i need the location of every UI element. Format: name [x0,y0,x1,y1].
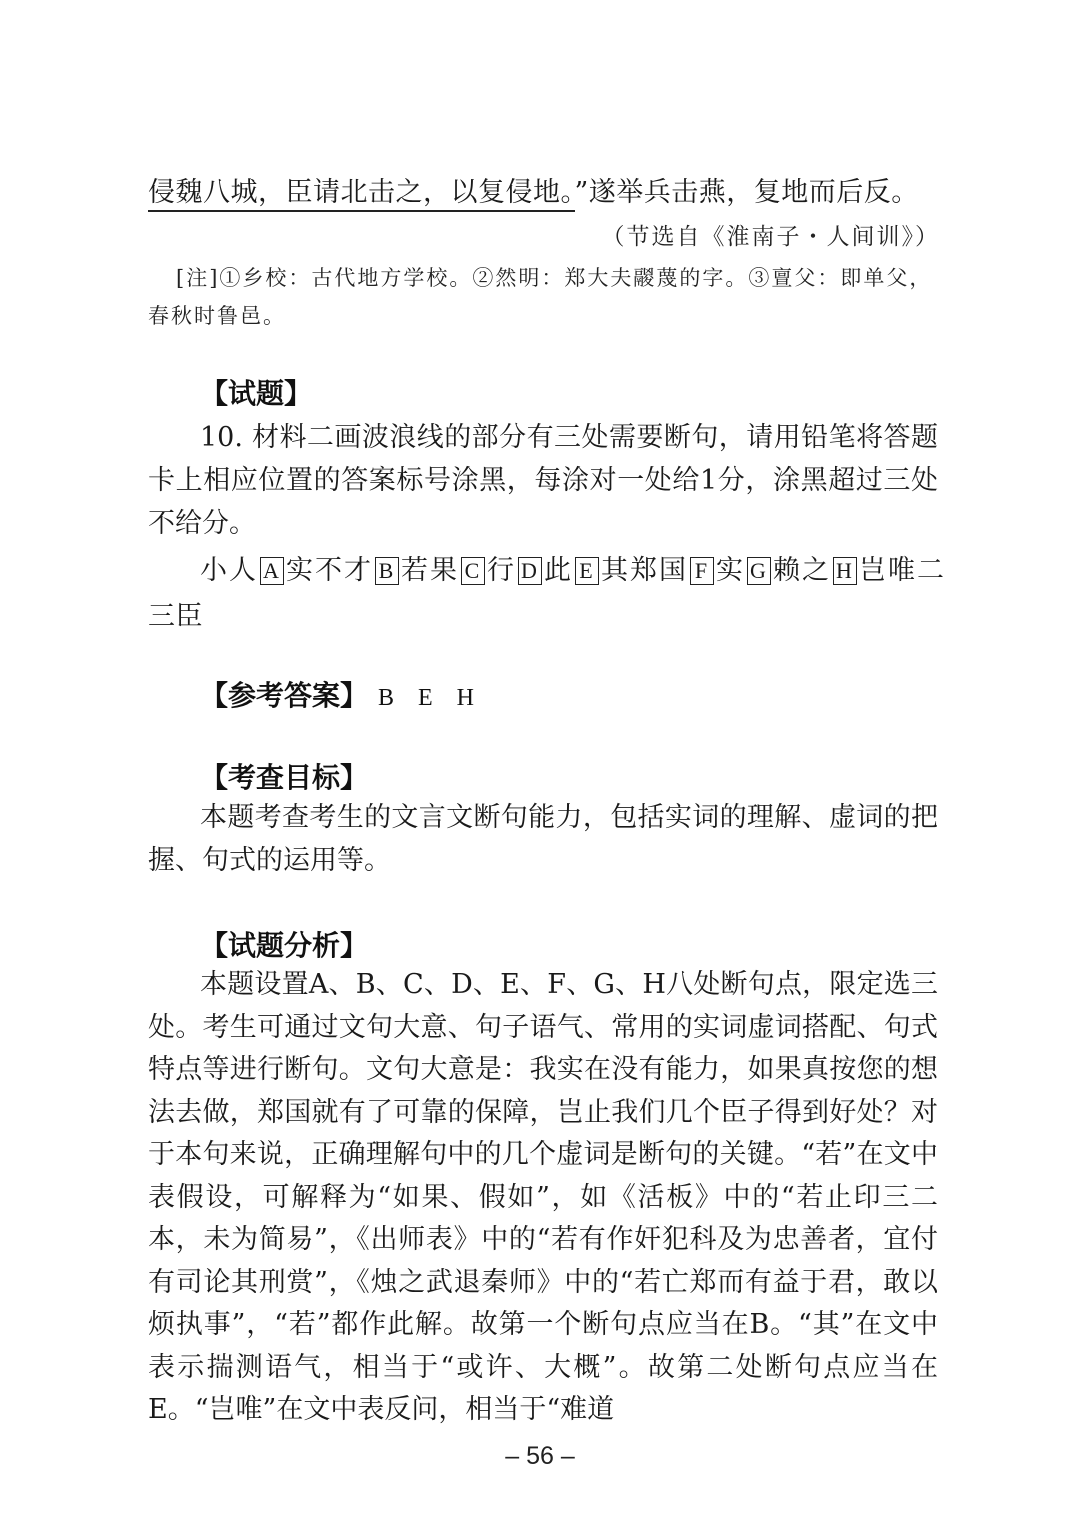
segment-2: 若果 [401,555,459,586]
analysis-heading: 【试题分析】 [200,929,369,962]
source-citation: （节选自《淮南子・人间训》） [601,224,940,250]
punctuation-sentence-tail: 三臣 [148,601,203,632]
reference-answer [200,674,474,714]
note-line-2: 春秋时鲁邑。 [148,304,286,328]
segment-1: 实不才 [286,555,373,586]
punctuation-sentence [200,548,946,587]
break-mark-g: G [747,557,771,585]
segment-4: 此 [544,555,573,586]
objective-heading: 【考查目标】 [200,761,369,794]
segment-7: 赖之 [773,555,831,586]
segment-0: 小人 [200,555,258,586]
break-mark-b: B [375,557,399,585]
passage-line-1-rest: ”遂举兵击燕，复地而后反。 [574,177,919,208]
segment-3: 行 [487,555,516,586]
answer-letters: B E H [378,685,475,711]
break-mark-e: E [575,557,599,585]
note-line-1: [注]①乡校：古代地方学校。②然明：郑大夫鬷蔑的字。③亶父：即单父， [176,266,933,290]
analysis-text: 本题设置A、B、C、D、E、F、G、H八处断句点，限定选三处。考生可通过文句大意、句子语气、常用的实词虚词搭配、句式特点等进行断句。文句大意是：我实在没有能力，如果真按您的想法去做，郑国就有了可靠的保障，岂止我们几个臣子得到好处？对于本句来说，正确理解句中的几个虚词是断句的关键。“若”在文中表假设，可解释为“如果、假如”，如《活板》中的“若止印三二本，未为简易”，《出师表》中的“若有作奸犯科及为忠善者，宜付有司论其刑赏”，《烛之武退秦师》中的“若亡郑而有益于君，敢以烦执事”，“若”都作此解。故第一个断句点应当在B。“其”在文中表示揣测语气，相当于“或许、大概”。故第二处断句点应当在E。“岂唯”在文中表反问，相当于“难道 [148,969,938,1425]
passage-line-1 [148,170,919,209]
segment-8: 岂唯二 [859,555,946,586]
segment-6: 实 [716,555,745,586]
segment-5: 其郑国 [601,555,688,586]
break-mark-c: C [461,557,485,585]
break-mark-f: F [690,557,714,585]
objective-text: 本题考查考生的文言文断句能力，包括实词的理解、虚词的把握、句式的运用等。 [148,802,938,876]
break-mark-a: A [260,557,284,585]
question-heading: 【试题】 [200,377,313,410]
wavy-underlined-text: 侵魏八城，臣请北击之，以复侵地。 [148,177,575,212]
reference-answer-heading: 【参考答案】 [200,679,369,712]
break-mark-d: D [518,557,542,585]
break-mark-h: H [833,557,857,585]
page-number: – 56 – [505,1442,575,1470]
question-text: 10. 材料二画波浪线的部分有三处需要断句，请用铅笔将答题卡上相应位置的答案标号涂黑，每涂对一处给1分，涂黑超过三处不给分。 [148,422,938,539]
